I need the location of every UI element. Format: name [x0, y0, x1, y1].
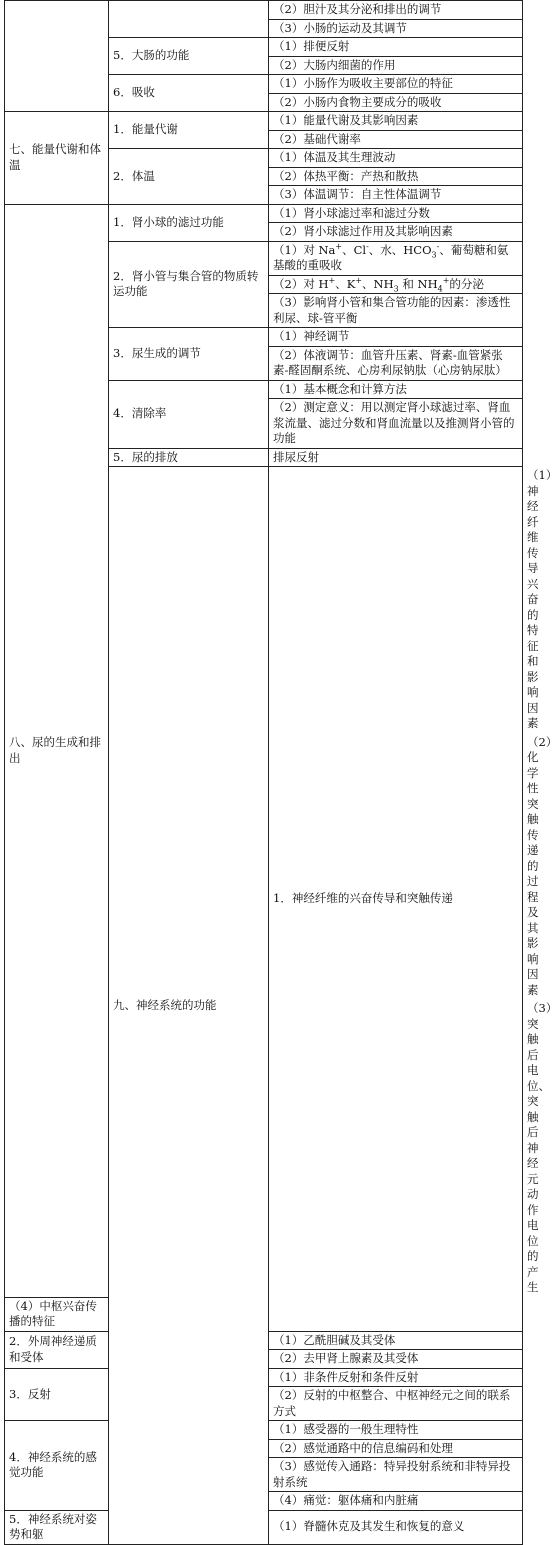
point-cell: （2）基础代谢率 [269, 130, 523, 149]
point-cell: （2）胆汁及其分泌和排出的调节 [269, 1, 523, 20]
chapter-cell: 七、能量代谢和体温 [5, 112, 109, 205]
point-cell: （4）痛觉：躯体痛和内脏痛 [269, 1492, 523, 1511]
section-cell [109, 1, 269, 38]
syllabus-table [4, 0, 557, 1545]
point-cell: （1）体温及其生理波动 [269, 149, 523, 168]
section-cell: 6．吸收 [109, 75, 269, 112]
point-cell: （2）反射的中枢整合、中枢神经元之间的联系方式 [269, 1387, 523, 1421]
section-cell: 2．外周神经递质和受体 [5, 1331, 109, 1368]
section-cell: 4．清除率 [109, 380, 269, 448]
section-cell: 5．尿的排放 [109, 448, 269, 467]
table-row: （3）突触后电位、突触后神经元动作电位的产生 [527, 1001, 557, 1294]
section-cell: 1．神经纤维的兴奋传导和突触传递 [269, 467, 523, 1332]
section-cell: 2．体温 [109, 149, 269, 205]
section-cell: 2．肾小管与集合管的物质转运功能 [109, 241, 269, 328]
point-cell: （1）感受器的一般生理特性 [269, 1421, 523, 1440]
point-cell: （1）脊髓休克及其发生和恢复的意义 [269, 1510, 523, 1544]
point-cell: （1）非条件反射和条件反射 [269, 1368, 523, 1387]
table-row: 九、神经系统的功能 1．神经纤维的兴奋传导和突触传递 （1）神经纤维传导兴奋的特征和影响因素 [5, 467, 523, 734]
point-cell: （4）中枢兴奋传播的特征 [5, 1297, 109, 1331]
point-cell: （1）小肠作为吸收主要部位的特征 [269, 75, 523, 94]
point-cell: （1）神经调节 [269, 328, 523, 347]
point-cell: （2）对 H+、K+、$NH_3$ 和 $NH_4^+$的分泌 [269, 275, 523, 294]
point-cell: （3）影响肾小管和集合管功能的因素：渗透性利尿、球-管平衡 [269, 294, 523, 328]
table-row [5, 204, 523, 223]
point-cell: （1）排便反射 [269, 38, 523, 57]
point-cell: （3）小肠的运动及其调节 [269, 19, 523, 38]
point-cell: （2）小肠内食物主要成分的吸收 [269, 93, 523, 112]
section-cell: 5．神经系统对姿势和躯 [5, 1510, 109, 1544]
point-cell: （1）乙酰胆碱及其受体 [269, 1331, 523, 1350]
point-cell: （1）基本概念和计算方法 [269, 380, 523, 399]
table-row: （2）化学性突触传递的过程及其影响因素 [527, 734, 557, 997]
point-cell: （2）体热平衡：产热和散热 [269, 167, 523, 186]
chapter-cell: 九、神经系统的功能 [109, 467, 269, 1545]
chapter-cell [5, 1, 109, 112]
section-cell: 1．能量代谢 [109, 112, 269, 149]
point-cell: （2）去甲肾上腺素及其受体 [269, 1350, 523, 1369]
point-cell: （1）肾小球滤过率和滤过分数 [269, 204, 523, 223]
point-cell: （1）能量代谢及其影响因素 [269, 112, 523, 131]
point-cell: （2）体液调节：血管升压素、肾素-血管紧张素-醛固酮系统、心房利尿钠肽（心房钠尿肽） [269, 346, 523, 380]
section-cell: 1．肾小球的滤过功能 [109, 204, 269, 241]
section-cell: 3．尿生成的调节 [109, 328, 269, 381]
point-cell: （2）大肠内细菌的作用 [269, 56, 523, 75]
table-row [5, 112, 523, 131]
section-cell: 3．反射 [5, 1368, 109, 1421]
point-cell: （2）肾小球滤过作用及其影响因素 [269, 223, 523, 242]
table-row [5, 1, 523, 20]
point-cell: （1）对 Na+、Cl-、水、$HCO_3^-$、葡萄糖和氨基酸的重吸收 [269, 241, 523, 275]
section-cell: 5．大肠的功能 [109, 38, 269, 75]
point-cell: （3）体温调节：自主性体温调节 [269, 186, 523, 205]
point-cell: 排尿反射 [269, 448, 523, 467]
point-cell: （3）感觉传入通路：特异投射系统和非特异投射系统 [269, 1458, 523, 1492]
section-cell: 4．神经系统的感觉功能 [5, 1421, 109, 1511]
point-cell: （2）测定意义：用以测定肾小球滤过率、肾血浆流量、滤过分数和肾血流量以及推测肾小管的功能 [269, 399, 523, 449]
chapter-cell: 八、尿的生成和排出 [5, 204, 109, 1297]
point-cell: （2）感觉通路中的信息编码和处理 [269, 1439, 523, 1458]
